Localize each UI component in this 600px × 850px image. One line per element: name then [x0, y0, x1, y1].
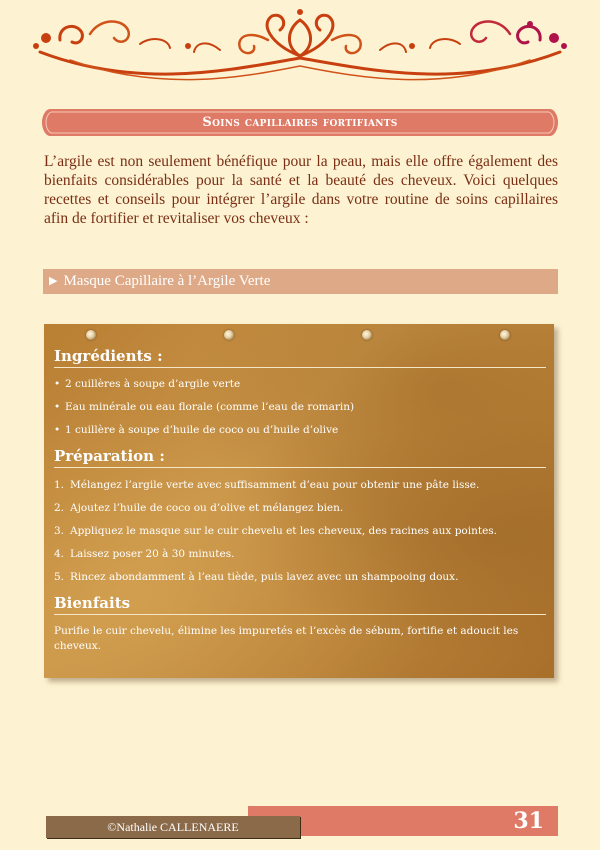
binder-hole-icon — [500, 330, 510, 340]
subsection-title: Masque Capillaire à l’Argile Verte — [63, 273, 271, 289]
binder-hole-icon — [362, 330, 372, 340]
binder-hole-icon — [224, 330, 234, 340]
triangle-right-icon: ▶ — [49, 275, 58, 287]
ingredients-heading: Ingrédients : — [54, 347, 546, 368]
list-item: • 2 cuillères à soupe d’argile verte — [54, 378, 241, 390]
list-item: 1. Mélangez l’argile verte avec suffisamment d’eau pour obtenir une pâte lisse. — [54, 479, 480, 491]
floral-scroll-ornament-icon — [0, 0, 600, 95]
preparation-steps — [54, 474, 549, 589]
binder-hole-icon — [86, 330, 96, 340]
benefits-text: Purifie le cuir chevelu, élimine les impuretés et l’excès de sébum, fortifie et adoucit les cheveux. — [54, 625, 519, 652]
intro-paragraph: L’argile est non seulement bénéfique pour la peau, mais elle offre également des bienfaits considérables pour la santé et la beauté des cheveux. Voici quelques recettes et conseils pour intégrer l’argile dans votre routine de soins capillaires afin de fortifier et revitaliser vos cheveux : — [44, 153, 558, 227]
list-item: • Eau minérale ou eau florale (comme l’eau de romarin) — [54, 401, 355, 413]
recipe-card — [44, 324, 554, 678]
list-item: 3. Appliquez le masque sur le cuir chevelu et les cheveux, des racines aux pointes. — [54, 525, 498, 537]
list-item: 2. Ajoutez l’huile de coco ou d’olive et mélangez bien. — [54, 502, 344, 514]
list-item: 5. Rincez abondamment à l’eau tiède, puis lavez avec un shampooing doux. — [54, 571, 459, 583]
ingredients-list — [54, 373, 549, 442]
preparation-heading: Préparation : — [54, 447, 546, 468]
benefits-heading: Bienfaits — [54, 594, 546, 615]
list-item: • 1 cuillère à soupe d’huile de coco ou d’huile d’olive — [54, 424, 339, 436]
section-banner — [42, 109, 558, 136]
subsection-bar — [43, 269, 558, 294]
list-item: 4. Laissez poser 20 à 30 minutes. — [54, 548, 235, 560]
section-title: Soins capillaires fortifiants — [202, 115, 398, 130]
page-number: 31 — [513, 808, 544, 834]
copyright-label: ©Nathalie CALLENAERE — [46, 816, 300, 838]
